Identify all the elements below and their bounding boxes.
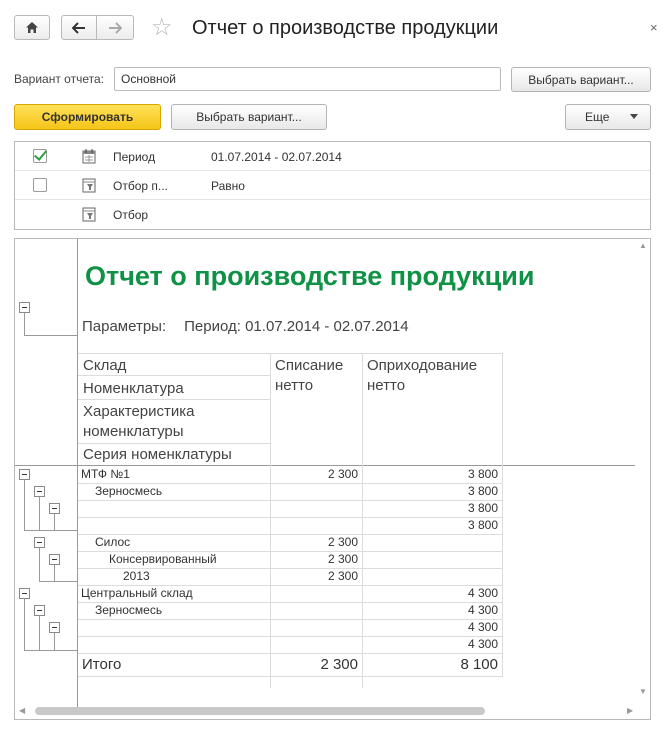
- header-writeoff-2: нетто: [275, 377, 314, 394]
- tree-line: [24, 650, 78, 651]
- row-name[interactable]: 2013: [123, 569, 150, 583]
- row-name[interactable]: Зерносмесь: [95, 484, 163, 498]
- collapse-group-icon[interactable]: [34, 605, 45, 616]
- filter-icon: [81, 177, 97, 193]
- filter-checkbox[interactable]: [33, 178, 47, 192]
- row-receipt[interactable]: 3 800: [467, 467, 498, 481]
- tree-line: [54, 565, 55, 582]
- tree-line: [24, 335, 78, 336]
- collapse-group-icon[interactable]: [19, 469, 30, 480]
- collapse-group-icon[interactable]: [34, 486, 45, 497]
- tree-line: [24, 480, 25, 530]
- scroll-left-icon[interactable]: ◀: [19, 706, 26, 715]
- row-writeoff[interactable]: [271, 636, 362, 653]
- tree-line: [39, 616, 40, 650]
- total-receipt[interactable]: 8 100: [460, 656, 498, 673]
- row-receipt[interactable]: [363, 534, 502, 551]
- grid-line: [78, 353, 503, 354]
- settings-row-period[interactable]: [15, 142, 650, 171]
- setting-value[interactable]: 01.07.2014 - 02.07.2014: [211, 150, 342, 164]
- row-name[interactable]: [123, 517, 269, 534]
- row-name[interactable]: Консервированный: [109, 552, 217, 566]
- horizontal-scrollbar[interactable]: [35, 707, 485, 715]
- row-name[interactable]: [123, 636, 269, 653]
- row-name[interactable]: МТФ №1: [81, 467, 130, 481]
- collapse-group-icon[interactable]: [34, 537, 45, 548]
- row-name[interactable]: Зерносмесь: [95, 603, 163, 617]
- tree-line: [39, 548, 40, 582]
- more-label: Еще: [585, 110, 610, 124]
- settings-row-filter[interactable]: [15, 171, 650, 200]
- header-series: Серия номенклатуры: [83, 446, 232, 463]
- collapse-group-icon[interactable]: [19, 588, 30, 599]
- grid-line: [78, 676, 503, 677]
- tree-line: [24, 599, 25, 650]
- header-nomenclature: Номенклатура: [83, 380, 184, 397]
- row-writeoff[interactable]: 2 300: [327, 535, 358, 549]
- grid-line: [78, 443, 270, 444]
- tree-line: [54, 633, 55, 650]
- filter-icon: [81, 206, 97, 222]
- total-label: Итого: [82, 656, 122, 673]
- home-button[interactable]: [14, 15, 50, 40]
- row-receipt[interactable]: 4 300: [467, 637, 498, 651]
- row-writeoff[interactable]: [271, 619, 362, 636]
- row-writeoff[interactable]: [271, 585, 362, 602]
- row-receipt[interactable]: 3 800: [467, 484, 498, 498]
- row-writeoff[interactable]: 2 300: [327, 552, 358, 566]
- chevron-down-icon: [630, 114, 638, 119]
- back-button[interactable]: [61, 15, 97, 40]
- row-name[interactable]: Центральный склад: [81, 586, 193, 600]
- settings-row-filter-group[interactable]: [15, 200, 650, 229]
- header-warehouse: Склад: [83, 357, 127, 374]
- choose-variant-top-button[interactable]: Выбрать вариант...: [511, 67, 651, 92]
- row-writeoff[interactable]: [271, 483, 362, 500]
- report-area[interactable]: [14, 238, 651, 720]
- row-name[interactable]: [109, 619, 269, 636]
- row-receipt[interactable]: 4 300: [467, 620, 498, 634]
- setting-value[interactable]: Равно: [211, 179, 245, 193]
- tree-line: [24, 530, 78, 531]
- total-writeoff[interactable]: 2 300: [320, 656, 358, 673]
- report-title: Отчет о производстве продукции: [85, 261, 535, 291]
- collapse-group-icon[interactable]: [49, 622, 60, 633]
- forward-button[interactable]: [96, 15, 134, 40]
- home-icon: [25, 21, 39, 34]
- params-label: Параметры:: [82, 318, 167, 335]
- row-receipt[interactable]: [363, 568, 502, 585]
- choose-variant-button[interactable]: Выбрать вариант...: [171, 104, 327, 130]
- collapse-header-icon[interactable]: [19, 302, 30, 313]
- arrow-left-icon: [72, 22, 86, 34]
- collapse-group-icon[interactable]: [49, 503, 60, 514]
- row-writeoff[interactable]: 2 300: [327, 467, 358, 481]
- header-receipt: Оприходование: [367, 357, 478, 374]
- row-writeoff[interactable]: [271, 602, 362, 619]
- row-writeoff[interactable]: 2 300: [327, 569, 358, 583]
- scroll-up-icon[interactable]: ▲: [639, 241, 647, 250]
- gutter-divider: [77, 239, 78, 709]
- row-receipt[interactable]: 3 800: [467, 501, 498, 515]
- row-receipt[interactable]: 4 300: [467, 586, 498, 600]
- tree-line: [39, 497, 40, 531]
- tree-line: [39, 581, 78, 582]
- tree-line: [24, 313, 25, 335]
- row-name[interactable]: Силос: [95, 535, 131, 549]
- scroll-right-icon[interactable]: ▶: [627, 706, 634, 715]
- window-title: Отчет о производстве продукции: [192, 17, 499, 39]
- generate-button[interactable]: Сформировать: [14, 104, 161, 130]
- header-receipt-2: нетто: [367, 377, 406, 394]
- row-receipt[interactable]: [363, 551, 502, 568]
- scroll-down-icon[interactable]: ▼: [639, 687, 647, 696]
- variant-label: Вариант отчета:: [14, 72, 104, 86]
- collapse-group-icon[interactable]: [49, 554, 60, 565]
- row-receipt[interactable]: 3 800: [467, 518, 498, 532]
- tree-line: [54, 514, 55, 531]
- row-writeoff[interactable]: [271, 517, 362, 534]
- params-value: Период: 01.07.2014 - 02.07.2014: [184, 318, 409, 335]
- variant-field[interactable]: Основной: [114, 67, 501, 91]
- grid-line: [78, 399, 270, 400]
- star-icon[interactable]: ☆: [151, 14, 173, 41]
- header-characteristic-2: номенклатуры: [83, 423, 184, 440]
- row-name[interactable]: [109, 500, 269, 517]
- grid-line: [502, 353, 503, 676]
- row-writeoff[interactable]: [271, 500, 362, 517]
- setting-name: Период: [113, 150, 156, 164]
- calendar-icon: [81, 148, 97, 164]
- setting-name: Отбор п...: [113, 179, 168, 193]
- header-characteristic: Характеристика: [83, 403, 195, 420]
- close-icon[interactable]: ×: [650, 20, 658, 35]
- header-writeoff: Списание: [275, 357, 344, 374]
- report-params: [82, 318, 409, 335]
- more-button[interactable]: [565, 104, 651, 130]
- arrow-right-icon: [108, 22, 122, 34]
- setting-name: Отбор: [113, 208, 149, 222]
- row-receipt[interactable]: 4 300: [467, 603, 498, 617]
- period-checkbox[interactable]: [33, 149, 47, 163]
- settings-table: [14, 141, 651, 230]
